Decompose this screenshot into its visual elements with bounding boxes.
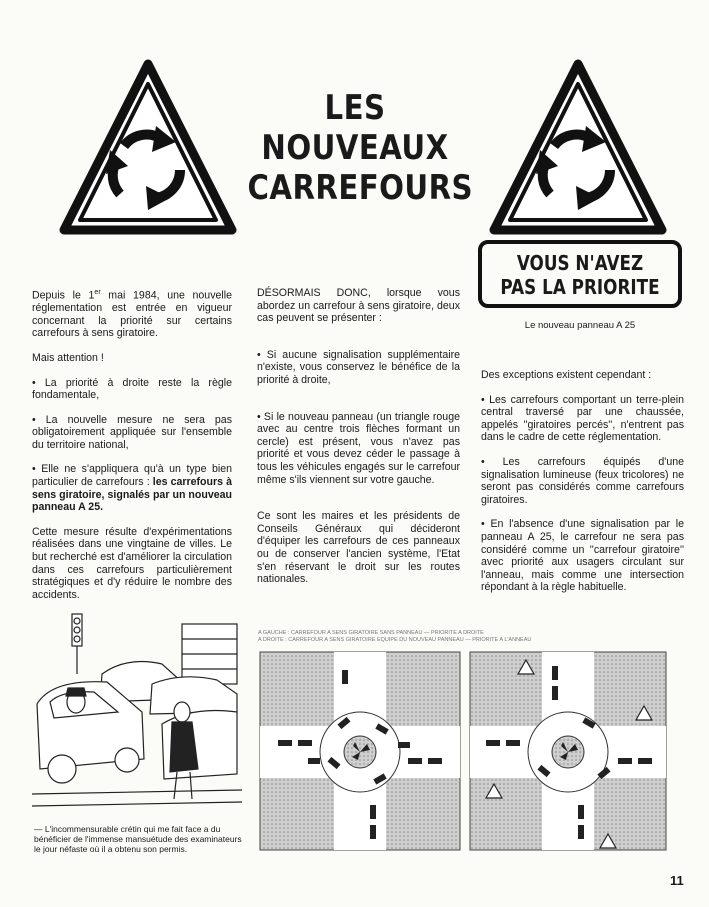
roundabout-diagram-left (260, 652, 460, 850)
page-title (247, 88, 474, 208)
col2-paragraph-4: Ce sont les maires et les présidents de Conseils Généraux qui décideront d'équiper les carrefours de ces panneaux ou de conserver l'ancien système, l'Etat s'en réservant le droit sur les routes nationales. (257, 510, 460, 586)
col1-paragraph-6: Cette mesure résulte d'expérimentations réalisées dans une vingtaine de villes. Le but recherché est d'améliorer la circulation dans ces carrefours particulièrement stratégiques et d'y réduire le nombre des accidents. (32, 525, 232, 601)
traffic-cartoon-illustration (32, 594, 242, 820)
col3-paragraph-1: Des exceptions existent cependant : (481, 369, 652, 381)
col1-paragraph-3: • La priorité à droite reste la règle fondamentale, (32, 376, 232, 402)
title-line-3: CARREFOURS (247, 168, 474, 208)
panel-a25 (478, 240, 682, 308)
col1-p1-sup: er (94, 289, 101, 296)
text-column-3 (481, 369, 684, 606)
cartoon-caption: — L'incommensurable crétin qui me fait face a du bénéficier de l'immense mansuétude des examinateurs le jour néfaste où il a obtenu son permis. (34, 824, 242, 854)
diagram-legend-line-1: A GAUCHE : CARREFOUR A SENS GIRATOIRE SANS PANNEAU — PRIORITE A DROITE (258, 630, 484, 636)
text-column-2 (257, 287, 460, 598)
col2-paragraph-1: DÉSORMAIS DONC, lorsque vous abordez un carrefour à sens giratoire, deux cas peuvent se présenter : (257, 287, 460, 325)
title-line-2: NOUVEAUX (261, 128, 449, 168)
diagram-legend-line-2: A DROITE : CARREFOUR A SENS GIRATOIRE EQUIPE DU NOUVEAU PANNEAU — PRIORITE A L'ANNEAU (258, 637, 532, 643)
col1-paragraph-1 (32, 287, 232, 340)
roundabout-diagrams (258, 630, 668, 852)
panel-a25-line-2: PAS LA PRIORITE (500, 275, 660, 299)
roundabout-sign-left (58, 58, 238, 238)
title-line-1: LES (324, 88, 386, 128)
col1-p1-end: mai 1984, une nouvelle réglementation est entrée en vigueur concernant la priorité sur certains carrefours à sens giratoire. (32, 289, 232, 340)
col1-paragraph-4: • La nouvelle mesure ne sera pas obligatoirement appliquée sur l'ensemble du territoire national, (32, 413, 232, 451)
roundabout-diagram-right (470, 652, 666, 850)
col2-paragraph-3: • Si le nouveau panneau (un triangle rouge avec au centre trois flèches formant un cercle) est présent, vous n'avez pas priorité et vous devez céder le passage à tous les véhicules engagés sur le carrefour même s'ils viennent sur votre gauche. (257, 410, 460, 486)
panel-a25-line-1: VOUS N'AVEZ (516, 251, 644, 275)
col2-paragraph-2: • Si aucune signalisation supplémentaire n'existe, vous conservez le bénéfice de la priorité à droite, (257, 348, 460, 386)
roundabout-sign-right (488, 58, 668, 238)
text-column-1 (32, 287, 232, 613)
col1-paragraph-5 (32, 463, 232, 513)
page-number: 11 (670, 873, 684, 888)
col1-p5-start: • Elle ne s'appliquera qu'à un type bien particulier de carrefours : (32, 463, 232, 489)
col1-p1-start: Depuis le 1 (32, 289, 95, 302)
col3-paragraph-3: • Les carrefours équipés d'une signalisation lumineuse (feux tricolores) ne seront pas considérés comme carrefours giratoires. (481, 455, 684, 506)
col3-paragraph-4: • En l'absence d'une signalisation par le panneau A 25, le carrefour ne sera pas considéré comme un ''carrefour giratoire'' avec priorité aux usagers circulant sur l'anneau, mais comme une intersection répondant à la règle habituelle. (481, 518, 684, 594)
col3-paragraph-2: • Les carrefours comportant un terre-plein central traversé par une chaussée, appelés ''giratoires percés'', n'entrent pas dans le cadre de cette réglementation. (481, 393, 684, 444)
col1-paragraph-2: Mais attention ! (32, 351, 104, 364)
col1-p5-bold: les carrefours à sens giratoire, signalés par un nouveau panneau A 25. (32, 476, 232, 514)
panel-a25-caption: Le nouveau panneau A 25 (524, 320, 636, 331)
